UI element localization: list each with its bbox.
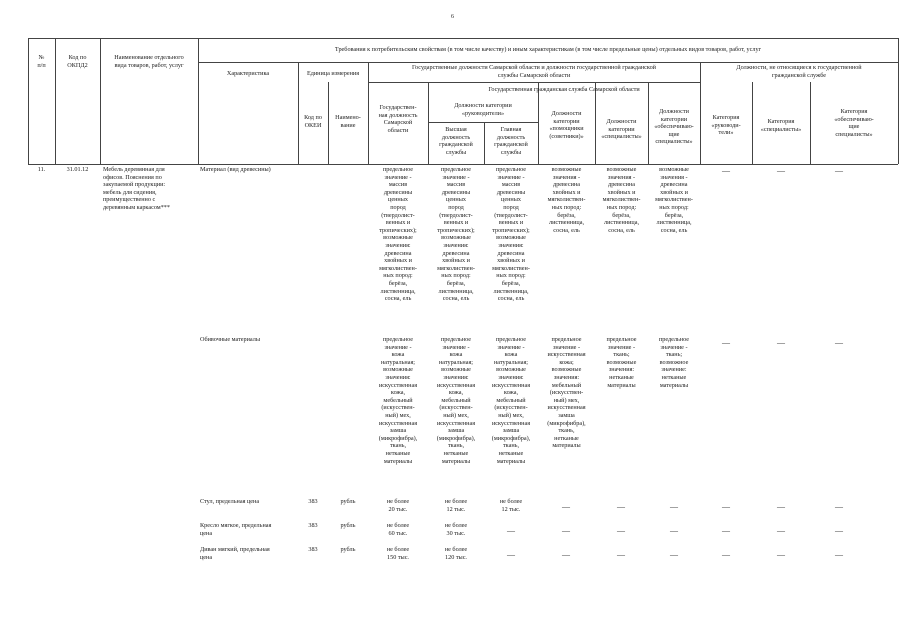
line-support-dash: — bbox=[670, 550, 678, 559]
line-specialists-dash: — bbox=[617, 502, 625, 511]
header-rule-3 bbox=[428, 122, 538, 123]
header-cat-specialists: Категория «специалисты» bbox=[760, 118, 802, 133]
line-okei: 383 bbox=[308, 522, 318, 529]
line-support-value: возможные значения - древесина хвойных и мягколиствен- ных пород: берёза, лиственница, сосна, ель bbox=[655, 166, 693, 234]
line-specialists-value: предельное значение - ткань; возможные значения: нетканые материалы bbox=[606, 336, 637, 389]
header-non-civil: Должности, не относящиеся к государственной гражданской службе bbox=[736, 64, 862, 79]
header-characteristic: Характеристика bbox=[226, 70, 270, 77]
line-cat-specialists-dash: — bbox=[777, 550, 785, 559]
line-specialists-dash: — bbox=[617, 550, 625, 559]
col-line-3 bbox=[198, 38, 199, 164]
line-cat-support-dash: — bbox=[835, 550, 843, 559]
line-main-value: предельное значение - кожа натуральная; возможные значения: искусственная кожа, мебельный (искусствен- ный) мех, искусственная замша (микрофибра), ткань, нетканые материалы bbox=[491, 336, 531, 465]
col-line-15 bbox=[898, 38, 899, 164]
header-rule-2 bbox=[368, 82, 700, 83]
line-highest-value: предельное значение - кожа натуральная; возможные значения: искусственная кожа, мебельный (искусствен- ный) мех, искусственная замша (микрофибра), ткань, нетканые материалы bbox=[436, 336, 476, 465]
line-cat-support-dash: — bbox=[835, 502, 843, 511]
line-gov-value: не более 20 тыс. bbox=[386, 498, 410, 513]
line-characteristic: Кресло мягкое, предельная цена bbox=[200, 522, 272, 537]
row-name: Мебель деревянная для офисов. Пояснения по закупаемой продукции: мебель для сидения, преимущественно с деревянным каркасом*** bbox=[103, 166, 170, 211]
header-name: Наименование отдельного вида товаров, работ, услуг bbox=[114, 54, 184, 69]
header-specialists: Должности категории «специалисты» bbox=[601, 118, 642, 141]
line-cat-specialists-dash: — bbox=[777, 166, 785, 175]
line-okei: 383 bbox=[308, 546, 318, 553]
row-okpd: 31.01.12 bbox=[66, 166, 89, 173]
line-assistants-value: возможные значения - древесина хвойных и мягколиствен- ных пород: берёза, лиственница, сосна, ель bbox=[547, 166, 586, 234]
line-cat-support-dash: — bbox=[835, 526, 843, 535]
table-border-top bbox=[28, 38, 898, 39]
header-unit-name: Наимено- вание bbox=[335, 114, 361, 129]
line-gov-value: не более 60 тыс. bbox=[386, 522, 410, 537]
header-num: № п/п bbox=[37, 54, 46, 69]
line-support-dash: — bbox=[670, 526, 678, 535]
line-characteristic: Стул, предельная цена bbox=[200, 498, 260, 505]
line-highest-value: не более 12 тыс. bbox=[444, 498, 468, 513]
line-support-dash: — bbox=[670, 502, 678, 511]
header-unit: Единица измерения bbox=[306, 70, 360, 77]
row-num: 11. bbox=[37, 166, 46, 173]
line-main-value: не более 12 тыс. bbox=[499, 498, 523, 513]
line-main-value: предельное значение - массив древесины ценных пород (твердолист- венных и тропических); возможные значения: древесина хвойных и мягколиствен- ных пород: берёза, лиственница, сосна, ель bbox=[492, 166, 530, 303]
line-highest-value: не более 120 тыс. bbox=[444, 546, 468, 561]
line-gov-value: предельное значение - кожа натуральная; возможные значения: искусственная кожа, мебельный (искусствен- ный) мех, искусственная замша (микрофибра), ткань, нетканые материалы bbox=[378, 336, 418, 465]
line-unit: рубль bbox=[340, 498, 356, 505]
header-bottom-rule bbox=[28, 164, 898, 165]
header-okei: Код по ОКЕИ bbox=[304, 114, 322, 129]
line-support-value: предельное значение - ткань; возможное значение: нетканые материалы bbox=[658, 336, 690, 389]
line-highest-value: не более 30 тыс. bbox=[444, 522, 468, 537]
line-cat-support-dash: — bbox=[835, 166, 843, 175]
header-cat-support: Категория «обеспечиваю- щие специалисты» bbox=[834, 108, 874, 138]
header-gov-positions: Государственные должности Самарской области и должности государственной гражданской службы Самарской области bbox=[412, 64, 656, 79]
line-assistants-value: предельное значение - искусственная кожа; возможные значения: мебельный (искусствен- ный) мех, искусственная замша (микрофибра), ткань, нетканые материалы bbox=[547, 336, 586, 450]
header-rule-1 bbox=[198, 62, 898, 63]
line-characteristic: Диван мягкий, предельная цена bbox=[200, 546, 270, 561]
line-cat-leaders-dash: — bbox=[722, 502, 730, 511]
line-assistants-dash: — bbox=[562, 526, 570, 535]
line-specialists-dash: — bbox=[617, 526, 625, 535]
line-highest-value: предельное значение - массив древесины ценных пород (твердолист- венных и тропических); возможные значения: древесина хвойных и мягколиствен- ных пород: берёза, лиственница, сосна, ель bbox=[437, 166, 475, 303]
line-okei: 383 bbox=[308, 498, 318, 505]
line-cat-leaders-dash: — bbox=[722, 550, 730, 559]
line-cat-specialists-dash: — bbox=[777, 526, 785, 535]
line-unit: рубль bbox=[340, 522, 356, 529]
line-gov-value: предельное значение - массив древесины ценных пород (твердолист- венных и тропических); возможные значения: древесина хвойных и мягколиствен- ных пород: берёза, лиственница, сосна, ель bbox=[379, 166, 417, 303]
header-cat-leaders: Категория «руководи- тели» bbox=[711, 114, 741, 137]
line-unit: рубль bbox=[340, 546, 356, 553]
line-specialists-value: возможные значения - древесина хвойных и мягколиствен- ных пород: берёза, лиственница, сосна, ель bbox=[602, 166, 641, 234]
line-cat-support-dash: — bbox=[835, 338, 843, 347]
line-main-dash: — bbox=[507, 526, 515, 535]
header-assistants: Должности категории «помощники (советники)» bbox=[549, 110, 584, 140]
line-cat-leaders-dash: — bbox=[722, 166, 730, 175]
header-main: Главная должность гражданской службы bbox=[494, 126, 528, 156]
line-cat-leaders-dash: — bbox=[722, 526, 730, 535]
line-cat-specialists-dash: — bbox=[777, 502, 785, 511]
line-cat-specialists-dash: — bbox=[777, 338, 785, 347]
header-okpd: Код по ОКПД2 bbox=[67, 54, 88, 69]
header-support: Должности категории «обеспечиваю- щие специалисты» bbox=[654, 108, 694, 146]
header-requirements: Требования к потребительским свойствам (в том числе качеству) и иным характеристикам (в том числе предельные цены) отдельных видов товаров, работ, услуг bbox=[334, 46, 762, 53]
header-civil-service: Государственная гражданская служба Самарской области bbox=[488, 86, 640, 93]
page-number: 6 bbox=[451, 14, 454, 20]
line-assistants-dash: — bbox=[562, 550, 570, 559]
header-highest: Высшая должность гражданской службы bbox=[439, 126, 473, 156]
line-assistants-dash: — bbox=[562, 502, 570, 511]
line-characteristic: Обивочные материалы bbox=[200, 336, 260, 343]
header-leaders-category: Должности категории «руководители» bbox=[454, 102, 512, 117]
line-gov-value: не более 150 тыс. bbox=[386, 546, 410, 561]
line-cat-leaders-dash: — bbox=[722, 338, 730, 347]
line-main-dash: — bbox=[507, 550, 515, 559]
line-characteristic: Материал (вид древесины) bbox=[200, 166, 271, 173]
header-gov-position: Государствен- ная должность Самарской области bbox=[378, 104, 418, 134]
